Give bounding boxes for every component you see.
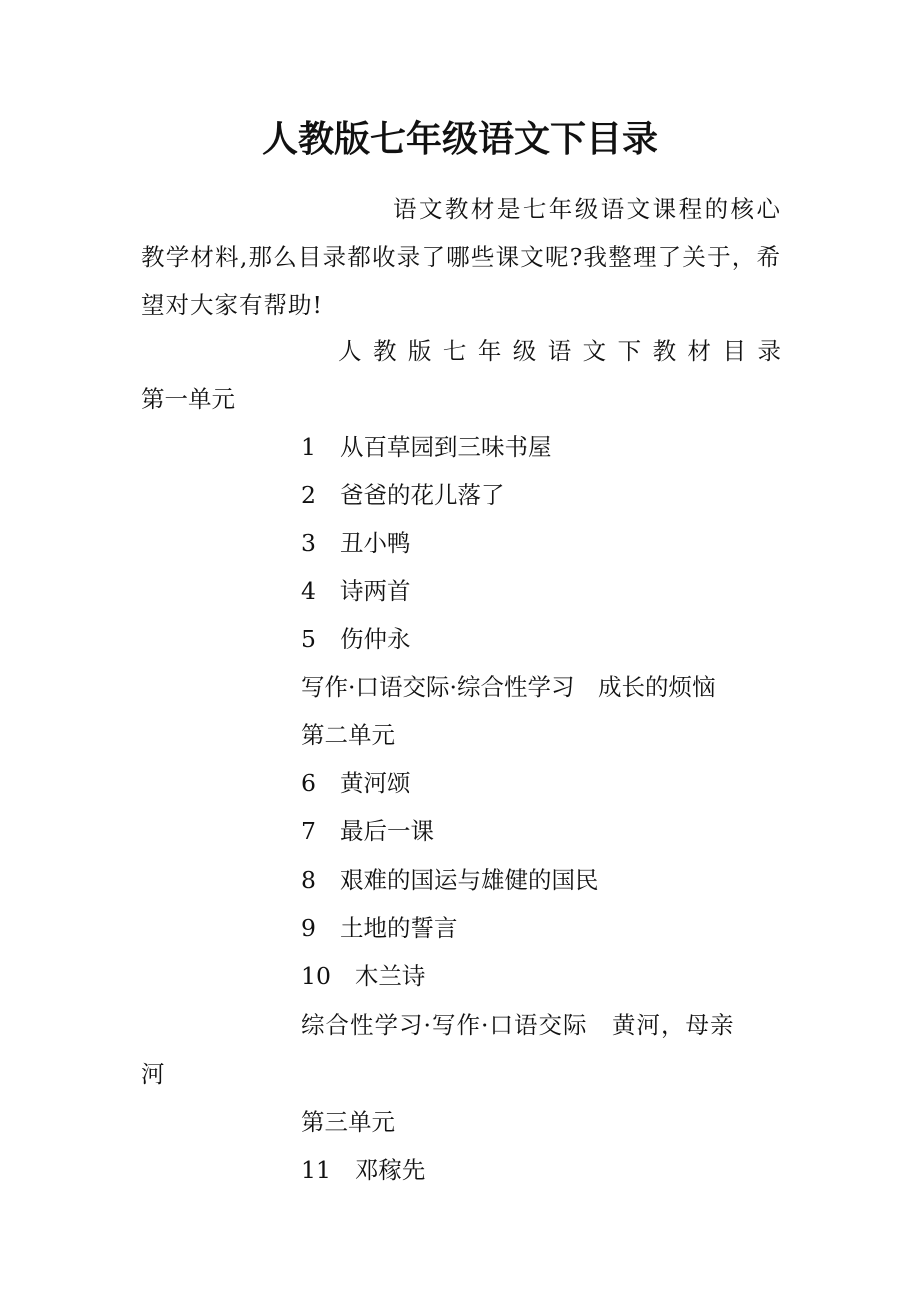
lesson-title: 土地的誓言 (339, 914, 458, 942)
toc-heading-char: 下 (617, 337, 642, 365)
lesson-entry (301, 904, 457, 952)
unit-activity: 综合性学习·写作·口语交际 黄河，母亲 (301, 1011, 735, 1039)
lesson-number: 8 (301, 866, 316, 894)
unit-heading: 第二单元 (301, 721, 395, 749)
toc-heading-char: 目 (722, 337, 746, 365)
unit-heading: 第一单元 (141, 385, 235, 413)
lesson-entry (301, 807, 434, 855)
toc-heading-char: 七 (442, 337, 467, 365)
toc-heading-char: 文 (582, 337, 607, 365)
lesson-title: 最后一课 (339, 817, 434, 845)
lesson-entry (301, 1146, 425, 1194)
lesson-title: 艰难的国运与雄健的国民 (339, 866, 599, 894)
toc-heading-char: 语 (547, 337, 572, 365)
lesson-number: 1 (301, 433, 316, 461)
lesson-number: 3 (301, 529, 316, 557)
lesson-entry (301, 759, 410, 807)
lesson-title: 邓稼先 (354, 1156, 426, 1184)
toc-heading-char: 教 (372, 337, 397, 365)
lesson-title: 爸爸的花儿落了 (339, 481, 505, 509)
toc-heading-char: 级 (512, 337, 537, 365)
lesson-entry (301, 423, 551, 471)
lesson-number: 6 (301, 769, 316, 797)
lesson-title: 黄河颂 (339, 769, 411, 797)
lesson-number: 2 (301, 481, 316, 509)
lesson-title: 诗两首 (339, 577, 411, 605)
lesson-entry (301, 567, 410, 615)
toc-heading-char: 年 (477, 337, 502, 365)
lesson-title: 从百草园到三味书屋 (339, 433, 552, 461)
toc-heading-char: 人 (338, 337, 362, 365)
lesson-number: 11 (301, 1156, 331, 1184)
lesson-number: 10 (301, 962, 331, 990)
lesson-entry (301, 519, 410, 567)
lesson-entry (301, 952, 425, 1000)
toc-heading-char: 教 (652, 337, 677, 365)
document-title: 人教版七年级语文下目录 (261, 119, 658, 160)
intro-paragraph: 语文教材是七年级语文课程的核心教学材料,那么目录都收录了哪些课文呢?我整理了关于，希望对大家有帮助! (141, 195, 781, 319)
lesson-entry (301, 471, 504, 519)
toc-heading-char: 版 (407, 337, 432, 365)
unit-activity-continued: 河 (141, 1060, 165, 1088)
toc-heading-char: 材 (687, 337, 712, 365)
lesson-title: 丑小鸭 (339, 529, 411, 557)
lesson-number: 4 (301, 577, 316, 605)
lesson-entry (301, 615, 410, 663)
lesson-number: 5 (301, 625, 316, 653)
lesson-number: 7 (301, 817, 316, 845)
lesson-title: 木兰诗 (354, 962, 426, 990)
unit-heading: 第三单元 (301, 1108, 395, 1136)
lesson-title: 伤仲永 (339, 625, 411, 653)
toc-heading (338, 327, 781, 375)
lesson-number: 9 (301, 914, 316, 942)
lesson-entry (301, 856, 598, 904)
toc-heading-char: 录 (757, 337, 781, 365)
unit-activity: 写作·口语交际·综合性学习 成长的烦恼 (301, 673, 716, 701)
